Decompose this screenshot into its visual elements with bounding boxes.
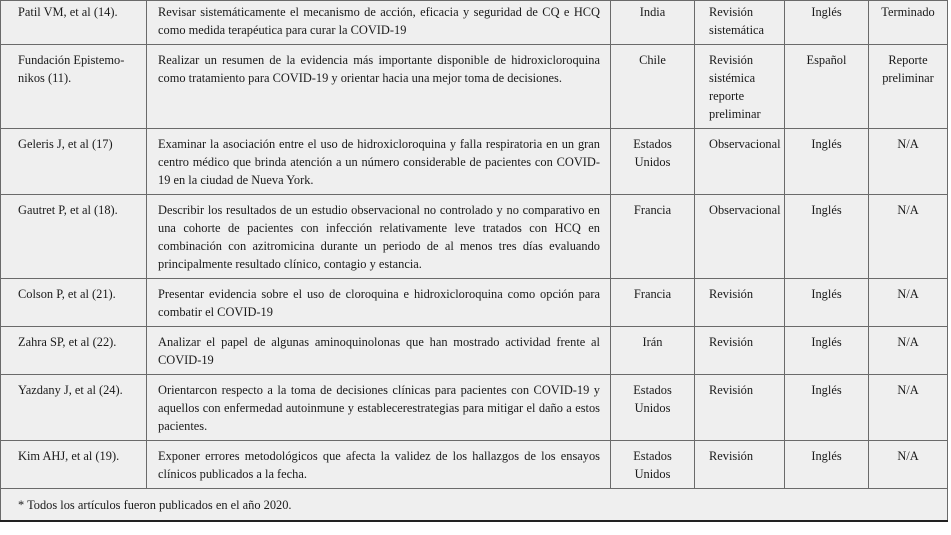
- study-type-cell: Revisión: [695, 441, 785, 489]
- objective-cell: Examinar la asociación entre el uso de hidroxicloroquina y falla respiratoria en un gran centro médico que brinda atención a un número considerable de pacientes con COVID-19 en la ciudad de Nueva York.: [147, 129, 611, 195]
- language-cell: Español: [785, 45, 869, 129]
- table-row: [1, 327, 948, 375]
- study-type-cell: Revisión: [695, 375, 785, 441]
- country-cell: Irán: [611, 327, 695, 375]
- status-cell: N/A: [869, 375, 948, 441]
- objective-cell: Analizar el papel de algunas aminoquinolonas que han mostrado actividad frente al COVID-19: [147, 327, 611, 375]
- objective-cell: Realizar un resumen de la evidencia más importante disponible de hidroxicloroquina como tratamiento para COVID-19 y orientar hacia una mejor toma de decisiones.: [147, 45, 611, 129]
- objective-cell: Presentar evidencia sobre el uso de cloroquina e hidroxicloroquina como opción para combatir el COVID-19: [147, 279, 611, 327]
- author-cell: Geleris J, et al (17): [1, 129, 147, 195]
- author-cell: Kim AHJ, et al (19).: [1, 441, 147, 489]
- language-cell: Inglés: [785, 279, 869, 327]
- table-row: [1, 375, 948, 441]
- status-cell: N/A: [869, 327, 948, 375]
- table-row: [1, 129, 948, 195]
- status-cell: N/A: [869, 195, 948, 279]
- author-cell: Colson P, et al (21).: [1, 279, 147, 327]
- status-cell: Terminado: [869, 1, 948, 45]
- objective-cell: Exponer errores metodológicos que afecta la validez de los hallazgos de los ensayos clínicos publicados a la fecha.: [147, 441, 611, 489]
- country-cell: Francia: [611, 279, 695, 327]
- study-type-cell: Revisión sistemática: [695, 1, 785, 45]
- country-cell: Estados Unidos: [611, 441, 695, 489]
- status-cell: Reporte preliminar: [869, 45, 948, 129]
- language-cell: Inglés: [785, 129, 869, 195]
- status-cell: N/A: [869, 129, 948, 195]
- country-cell: Estados Unidos: [611, 375, 695, 441]
- country-cell: India: [611, 1, 695, 45]
- study-type-cell: Revisión: [695, 327, 785, 375]
- footnote: * Todos los artículos fueron publicados en el año 2020.: [1, 489, 948, 522]
- language-cell: Inglés: [785, 1, 869, 45]
- study-type-cell: Revisión: [695, 279, 785, 327]
- table-row: [1, 441, 948, 489]
- status-cell: N/A: [869, 279, 948, 327]
- study-type-cell: Revisión sistémica reporte preliminar: [695, 45, 785, 129]
- language-cell: Inglés: [785, 441, 869, 489]
- country-cell: Estados Unidos: [611, 129, 695, 195]
- author-cell: Gautret P, et al (18).: [1, 195, 147, 279]
- table-row: [1, 1, 948, 45]
- study-type-cell: Observacional: [695, 129, 785, 195]
- country-cell: Francia: [611, 195, 695, 279]
- author-cell: Yazdany J, et al (24).: [1, 375, 147, 441]
- author-cell: Patil VM, et al (14).: [1, 1, 147, 45]
- study-type-cell: Observacional: [695, 195, 785, 279]
- objective-cell: Revisar sistemáticamente el mecanismo de acción, eficacia y seguridad de CQ e HCQ como medida terapéutica para curar la COVID-19: [147, 1, 611, 45]
- status-cell: N/A: [869, 441, 948, 489]
- table-row: [1, 279, 948, 327]
- table-row: [1, 45, 948, 129]
- language-cell: Inglés: [785, 327, 869, 375]
- objective-cell: Orientarcon respecto a la toma de decisiones clínicas para pacientes con COVID-19 y aquellos con enfermedad autoinmune y establecerestrategias para mitigar el daño a estos pacientes.: [147, 375, 611, 441]
- footnote-row: [1, 489, 948, 522]
- studies-table-body: [1, 1, 948, 522]
- author-cell: Fundación Epistemo-nikos (11).: [1, 45, 147, 129]
- author-cell: Zahra SP, et al (22).: [1, 327, 147, 375]
- table-row: [1, 195, 948, 279]
- country-cell: Chile: [611, 45, 695, 129]
- language-cell: Inglés: [785, 375, 869, 441]
- objective-cell: Describir los resultados de un estudio observacional no controlado y no comparativo en una cohorte de pacientes con infección relativamente leve tratados con HCQ en combinación con azitromicina durante un periodo de al menos tres días evaluando principalmente resultado clínico, contagio y estancia.: [147, 195, 611, 279]
- language-cell: Inglés: [785, 195, 869, 279]
